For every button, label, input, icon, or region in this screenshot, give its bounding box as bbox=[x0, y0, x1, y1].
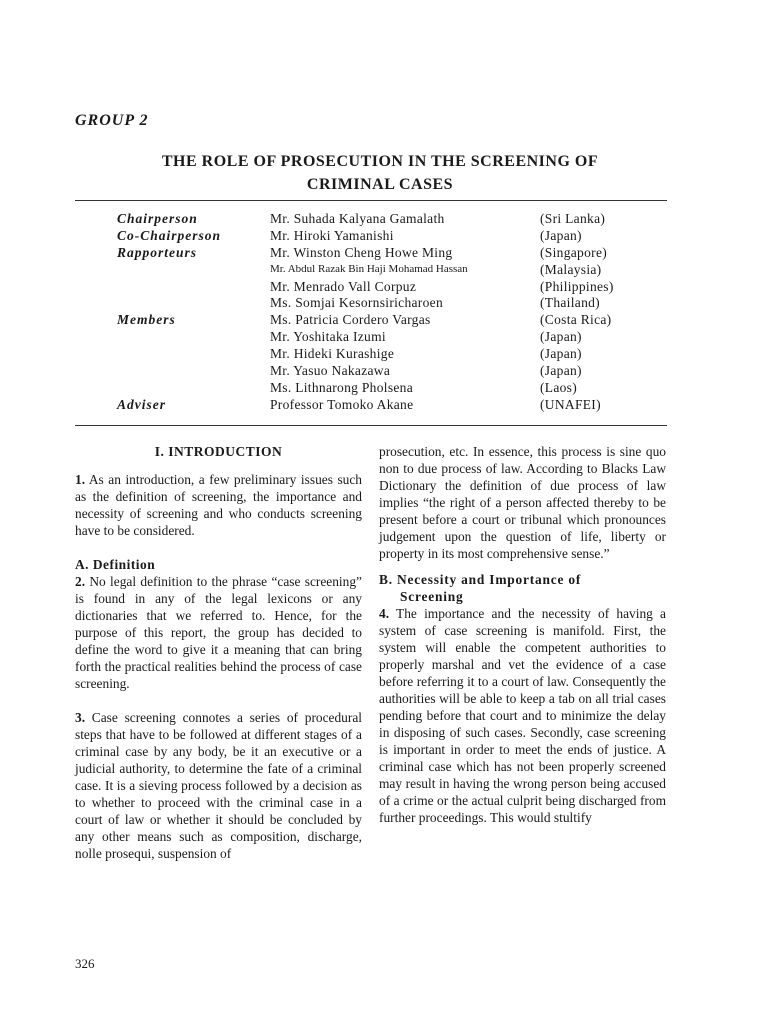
right-column bbox=[379, 443, 666, 826]
paragraph-4 bbox=[379, 605, 666, 826]
roster-row bbox=[0, 244, 768, 261]
left-column bbox=[75, 443, 362, 862]
roster-role: Chairperson bbox=[117, 211, 198, 226]
title-line-2: CRIMINAL CASES bbox=[306, 176, 454, 193]
bottom-divider bbox=[75, 425, 667, 426]
roster-country: (Laos) bbox=[540, 379, 578, 395]
roster-country: (Japan) bbox=[540, 329, 582, 345]
roster-country: (UNAFEI) bbox=[540, 396, 601, 412]
roster-country: (Japan) bbox=[540, 363, 582, 379]
group-label: GROUP 2 bbox=[75, 112, 149, 129]
group-roster bbox=[0, 210, 768, 413]
paragraph-text: Case screening connotes a series of procedural steps that have to be followed at different stages of a criminal case by any body, be it an executive or a judicial authority, to determine the fate of a criminal case. It is a sieving process followed by a decision as to whether to proceed with the criminal case in a court of law or whether it should be concluded by any other means such as composition, discharge, nolle prosequi, suspension of bbox=[75, 710, 362, 861]
paragraph-number: 1. bbox=[75, 472, 86, 487]
roster-country: (Singapore) bbox=[540, 244, 608, 260]
roster-name: Ms. Somjai Kesornsiricharoen bbox=[270, 295, 443, 311]
roster-name: Mr. Abdul Razak Bin Haji Mohamad Hassan bbox=[270, 262, 468, 275]
page-title bbox=[90, 150, 670, 196]
roster-country: (Philippines) bbox=[540, 278, 614, 294]
roster-role: Rapporteurs bbox=[117, 244, 198, 260]
roster-name: Mr. Suhada Kalyana Gamalath bbox=[270, 211, 445, 226]
roster-name: Professor Tomoko Akane bbox=[270, 396, 414, 412]
section-heading: I. INTRODUCTION bbox=[154, 444, 283, 459]
roster-country: (Sri Lanka) bbox=[540, 211, 606, 226]
roster-row bbox=[0, 261, 768, 278]
paragraph-text: As an introduction, a few preliminary issues such as the definition of screening, the importance and necessity of screening and who conducts screening have to be considered. bbox=[75, 472, 363, 538]
paragraph-number: 3. bbox=[75, 710, 86, 725]
paragraph-text: No legal definition to the phrase “case screening” is found in any of the legal lexicons or any dictionaries that we referred to. Hence, for the purpose of this report, the group has decided to define the word to give it a meaning that can bring forth the practical realities behind the process of case screening. bbox=[75, 574, 362, 691]
roster-name: Ms. Patricia Cordero Vargas bbox=[270, 312, 431, 328]
roster-row bbox=[0, 311, 768, 328]
page-number: 326 bbox=[75, 956, 95, 971]
paragraph-text: The importance and the necessity of having a system of case screening is manifold. First, the system will enable the competent authorities to properly marshal and vet the evidence of a case before referring it to a court of law. Consequently the authorities will be able to keep a tab on all trial cases pending before that court and to minimize the delay in disposing of such cases. Secondly, case screening is important in order to meet the ends of justice. A criminal case which has not been properly screened may result in having the wrong person being accused of a crime or the actual culprit being discharged from further proceedings. This would stultify bbox=[379, 606, 667, 825]
roster-row bbox=[0, 294, 768, 311]
subheading-necessity bbox=[379, 571, 666, 605]
title-line-1: THE ROLE OF PROSECUTION IN THE SCREENING OF bbox=[161, 153, 599, 170]
roster-row bbox=[0, 227, 768, 244]
roster-name: Mr. Winston Cheng Howe Ming bbox=[270, 244, 453, 260]
paragraph-continued: prosecution, etc. In essence, this process is sine quo non to due process of law. According to Blacks Law Dictionary the definition of due process of law implies “the right of a person affected thereby to be present before a court or tribunal which pronounces judgement upon the question of life, liberty or property in its most comprehensive sense.” bbox=[379, 444, 666, 561]
paragraph-1 bbox=[75, 471, 362, 539]
roster-country: (Malaysia) bbox=[540, 261, 602, 277]
roster-name: Mr. Menrado Vall Corpuz bbox=[270, 278, 417, 294]
top-divider bbox=[75, 200, 667, 201]
roster-row bbox=[0, 278, 768, 295]
subheading-definition: A. Definition bbox=[75, 557, 156, 572]
paragraph-2 bbox=[75, 573, 362, 692]
roster-name: Mr. Yasuo Nakazawa bbox=[270, 363, 391, 379]
roster-name: Ms. Lithnarong Pholsena bbox=[270, 379, 414, 395]
roster-role: Co-Chairperson bbox=[117, 227, 222, 243]
roster-name: Mr. Yoshitaka Izumi bbox=[270, 329, 386, 345]
roster-name: Mr. Hiroki Yamanishi bbox=[270, 227, 394, 243]
roster-name: Mr. Hideki Kurashige bbox=[270, 346, 395, 362]
roster-country: (Japan) bbox=[540, 227, 582, 243]
subheading-line-1: B. Necessity and Importance of bbox=[379, 572, 582, 587]
roster-country: (Japan) bbox=[540, 346, 582, 362]
paragraph-number: 4. bbox=[379, 606, 390, 621]
paragraph-number: 2. bbox=[75, 574, 86, 589]
subheading-line-2: Screening bbox=[400, 589, 464, 604]
roster-row bbox=[0, 345, 768, 362]
roster-row bbox=[0, 328, 768, 345]
roster-row bbox=[0, 379, 768, 396]
roster-role: Members bbox=[117, 312, 176, 328]
roster-role: Adviser bbox=[117, 396, 166, 412]
roster-country: (Costa Rica) bbox=[540, 312, 612, 328]
roster-row bbox=[0, 210, 768, 227]
paragraph-3 bbox=[75, 709, 362, 862]
roster-row bbox=[0, 362, 768, 379]
roster-country: (Thailand) bbox=[540, 295, 600, 311]
roster-row bbox=[0, 396, 768, 413]
